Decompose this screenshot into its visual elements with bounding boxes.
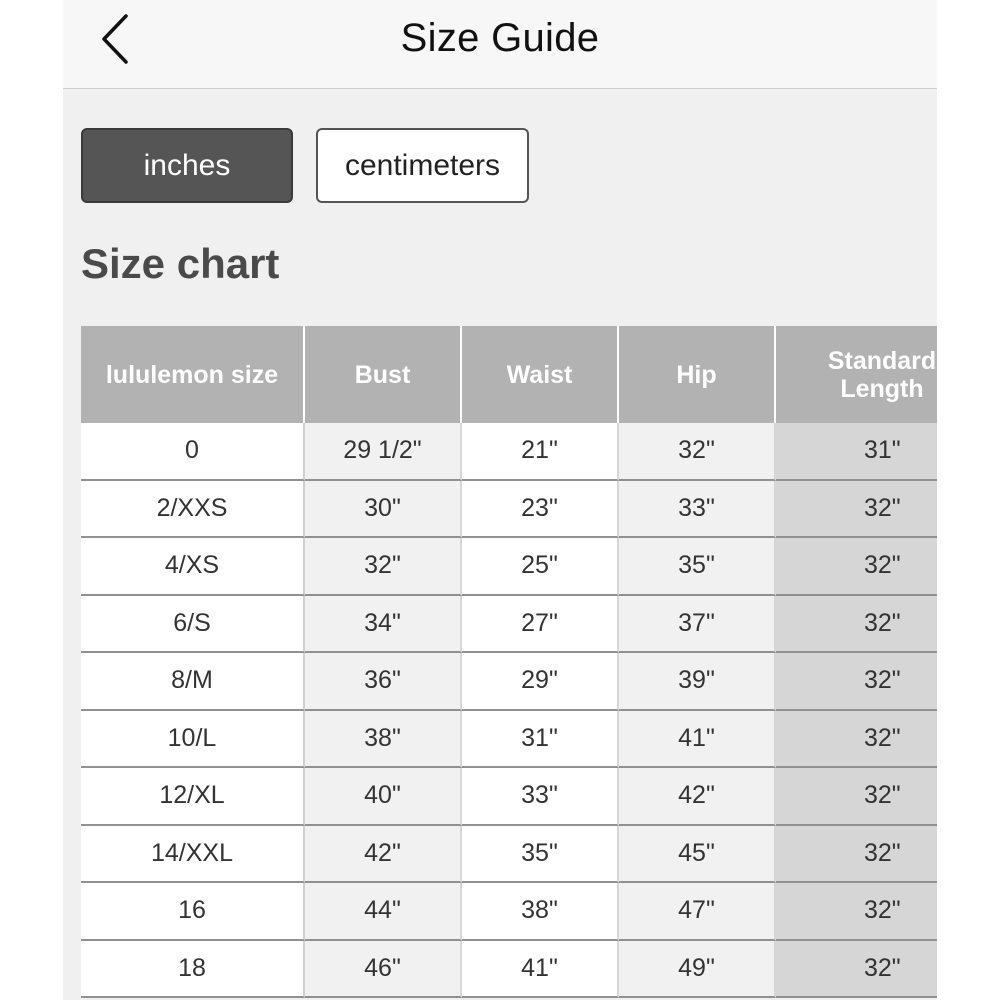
table-cell: 10/L bbox=[81, 711, 305, 769]
table-cell: 38" bbox=[305, 711, 462, 769]
table-row bbox=[81, 538, 937, 596]
table-cell: 40" bbox=[305, 768, 462, 826]
table-row bbox=[81, 423, 937, 481]
section-title: Size chart bbox=[81, 240, 280, 287]
table-cell: 33" bbox=[462, 768, 619, 826]
table-cell: 6/S bbox=[81, 596, 305, 654]
page-title: Size Guide bbox=[400, 16, 600, 60]
table-row bbox=[81, 481, 937, 539]
table-cell: 35" bbox=[462, 826, 619, 884]
table-cell: 32" bbox=[776, 596, 937, 654]
table-row bbox=[81, 711, 937, 769]
table-cell: 32" bbox=[776, 941, 937, 999]
table-cell: 35" bbox=[619, 538, 776, 596]
table-cell: 47" bbox=[619, 883, 776, 941]
table-row bbox=[81, 596, 937, 654]
table-cell: 32" bbox=[776, 768, 937, 826]
column-header: Bust bbox=[305, 326, 462, 423]
table-cell: 42" bbox=[619, 768, 776, 826]
table-cell: 30" bbox=[305, 481, 462, 539]
table-cell: 46" bbox=[305, 941, 462, 999]
table-cell: 12/XL bbox=[81, 768, 305, 826]
table-cell: 32" bbox=[776, 826, 937, 884]
table-cell: 32" bbox=[619, 423, 776, 481]
table-row bbox=[81, 653, 937, 711]
table-cell: 0 bbox=[81, 423, 305, 481]
column-header bbox=[776, 326, 937, 423]
column-header: Hip bbox=[619, 326, 776, 423]
table-row bbox=[81, 941, 937, 999]
table-cell: 4/XS bbox=[81, 538, 305, 596]
inches-toggle-button[interactable]: inches bbox=[81, 128, 293, 203]
table-cell: 21" bbox=[462, 423, 619, 481]
table-cell: 31" bbox=[462, 711, 619, 769]
table-cell: 42" bbox=[305, 826, 462, 884]
table-cell: 8/M bbox=[81, 653, 305, 711]
table-cell: 16 bbox=[81, 883, 305, 941]
table-cell: 14/XXL bbox=[81, 826, 305, 884]
table-cell: 29 1/2" bbox=[305, 423, 462, 481]
column-header-label: Standard Length bbox=[827, 346, 937, 403]
table-cell: 32" bbox=[776, 883, 937, 941]
column-header: lululemon size bbox=[81, 326, 305, 423]
table-row bbox=[81, 883, 937, 941]
table-cell: 44" bbox=[305, 883, 462, 941]
size-chart-table bbox=[81, 326, 937, 998]
table-cell: 29" bbox=[462, 653, 619, 711]
table-cell: 49" bbox=[619, 941, 776, 999]
table-cell: 33" bbox=[619, 481, 776, 539]
table-cell: 2/XXS bbox=[81, 481, 305, 539]
table-cell: 41" bbox=[619, 711, 776, 769]
table-cell: 38" bbox=[462, 883, 619, 941]
size-guide-screen bbox=[63, 0, 937, 1000]
table-cell: 32" bbox=[776, 538, 937, 596]
table-cell: 25" bbox=[462, 538, 619, 596]
table-cell: 32" bbox=[305, 538, 462, 596]
table-cell: 36" bbox=[305, 653, 462, 711]
table-cell: 45" bbox=[619, 826, 776, 884]
table-body bbox=[81, 423, 937, 998]
table-cell: 23" bbox=[462, 481, 619, 539]
column-header: Waist bbox=[462, 326, 619, 423]
table-cell: 34" bbox=[305, 596, 462, 654]
table-row bbox=[81, 826, 937, 884]
table-cell: 32" bbox=[776, 711, 937, 769]
table-cell: 41" bbox=[462, 941, 619, 999]
nav-bar bbox=[63, 0, 937, 89]
table-cell: 18 bbox=[81, 941, 305, 999]
table-cell: 39" bbox=[619, 653, 776, 711]
table-cell: 27" bbox=[462, 596, 619, 654]
table-header-row bbox=[81, 326, 937, 423]
table-cell: 37" bbox=[619, 596, 776, 654]
table-row bbox=[81, 768, 937, 826]
table-cell: 31" bbox=[776, 423, 937, 481]
table-cell: 32" bbox=[776, 481, 937, 539]
centimeters-toggle-button[interactable]: centimeters bbox=[316, 128, 529, 203]
table-cell: 32" bbox=[776, 653, 937, 711]
